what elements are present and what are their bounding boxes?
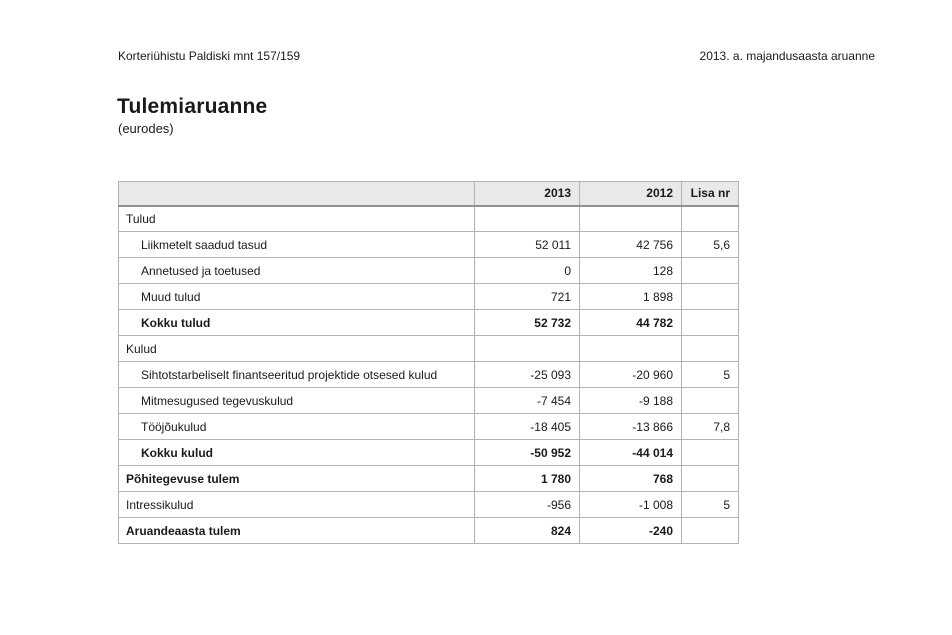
table-row [119, 258, 739, 284]
page-subtitle: (eurodes) [118, 121, 174, 136]
report-year-label: 2013. a. majandusaasta aruanne [699, 49, 875, 63]
column-header-2012: 2012 [580, 182, 682, 206]
lisa-value [682, 206, 739, 232]
value-2012: -20 960 [580, 362, 682, 388]
value-2012: -13 866 [580, 414, 682, 440]
value-2012: -9 188 [580, 388, 682, 414]
value-2012: 44 782 [580, 310, 682, 336]
row-label: Kulud [119, 336, 475, 362]
row-label: Liikmetelt saadud tasud [119, 232, 475, 258]
value-2012: 128 [580, 258, 682, 284]
value-2013 [475, 206, 580, 232]
row-label: Mitmesugused tegevuskulud [119, 388, 475, 414]
value-2013: 52 732 [475, 310, 580, 336]
value-2013 [475, 336, 580, 362]
lisa-value [682, 388, 739, 414]
income-statement-table [118, 181, 739, 544]
value-2012: 42 756 [580, 232, 682, 258]
lisa-value: 5 [682, 362, 739, 388]
lisa-value: 5,6 [682, 232, 739, 258]
lisa-value: 7,8 [682, 414, 739, 440]
lisa-value [682, 310, 739, 336]
value-2013: 824 [475, 518, 580, 544]
row-label: Intressikulud [119, 492, 475, 518]
table-row [119, 388, 739, 414]
row-label: Põhitegevuse tulem [119, 466, 475, 492]
value-2013: 721 [475, 284, 580, 310]
table-row [119, 206, 739, 232]
value-2013: -7 454 [475, 388, 580, 414]
value-2012: -240 [580, 518, 682, 544]
table-row [119, 362, 739, 388]
lisa-value [682, 440, 739, 466]
lisa-value [682, 466, 739, 492]
table-row-total [119, 466, 739, 492]
row-label: Muud tulud [119, 284, 475, 310]
value-2013: -50 952 [475, 440, 580, 466]
lisa-value [682, 258, 739, 284]
table-row-total [119, 518, 739, 544]
table-row [119, 492, 739, 518]
value-2013: 52 011 [475, 232, 580, 258]
value-2012: -1 008 [580, 492, 682, 518]
value-2012: 768 [580, 466, 682, 492]
value-2013: 0 [475, 258, 580, 284]
table-row [119, 414, 739, 440]
value-2013: -25 093 [475, 362, 580, 388]
value-2012 [580, 336, 682, 362]
table-row [119, 336, 739, 362]
value-2013: -18 405 [475, 414, 580, 440]
value-2012: 1 898 [580, 284, 682, 310]
lisa-value [682, 284, 739, 310]
column-header-lisa-nr: Lisa nr [682, 182, 739, 206]
table-header-row [119, 182, 739, 206]
value-2013: -956 [475, 492, 580, 518]
table-row-total [119, 440, 739, 466]
column-header-label [119, 182, 475, 206]
value-2013: 1 780 [475, 466, 580, 492]
row-label: Kokku tulud [119, 310, 475, 336]
company-name: Korteriühistu Paldiski mnt 157/159 [118, 49, 301, 63]
value-2012 [580, 206, 682, 232]
row-label: Tulud [119, 206, 475, 232]
table-row [119, 232, 739, 258]
lisa-value [682, 518, 739, 544]
value-2012: -44 014 [580, 440, 682, 466]
page-title: Tulemiaruanne [117, 95, 268, 118]
column-header-2013: 2013 [475, 182, 580, 206]
lisa-value: 5 [682, 492, 739, 518]
row-label: Sihtotstarbeliselt finantseeritud projektide otsesed kulud [119, 362, 475, 388]
table-row-total [119, 310, 739, 336]
row-label: Kokku kulud [119, 440, 475, 466]
row-label: Tööjõukulud [119, 414, 475, 440]
lisa-value [682, 336, 739, 362]
row-label: Aruandeaasta tulem [119, 518, 475, 544]
table-row [119, 284, 739, 310]
row-label: Annetused ja toetused [119, 258, 475, 284]
